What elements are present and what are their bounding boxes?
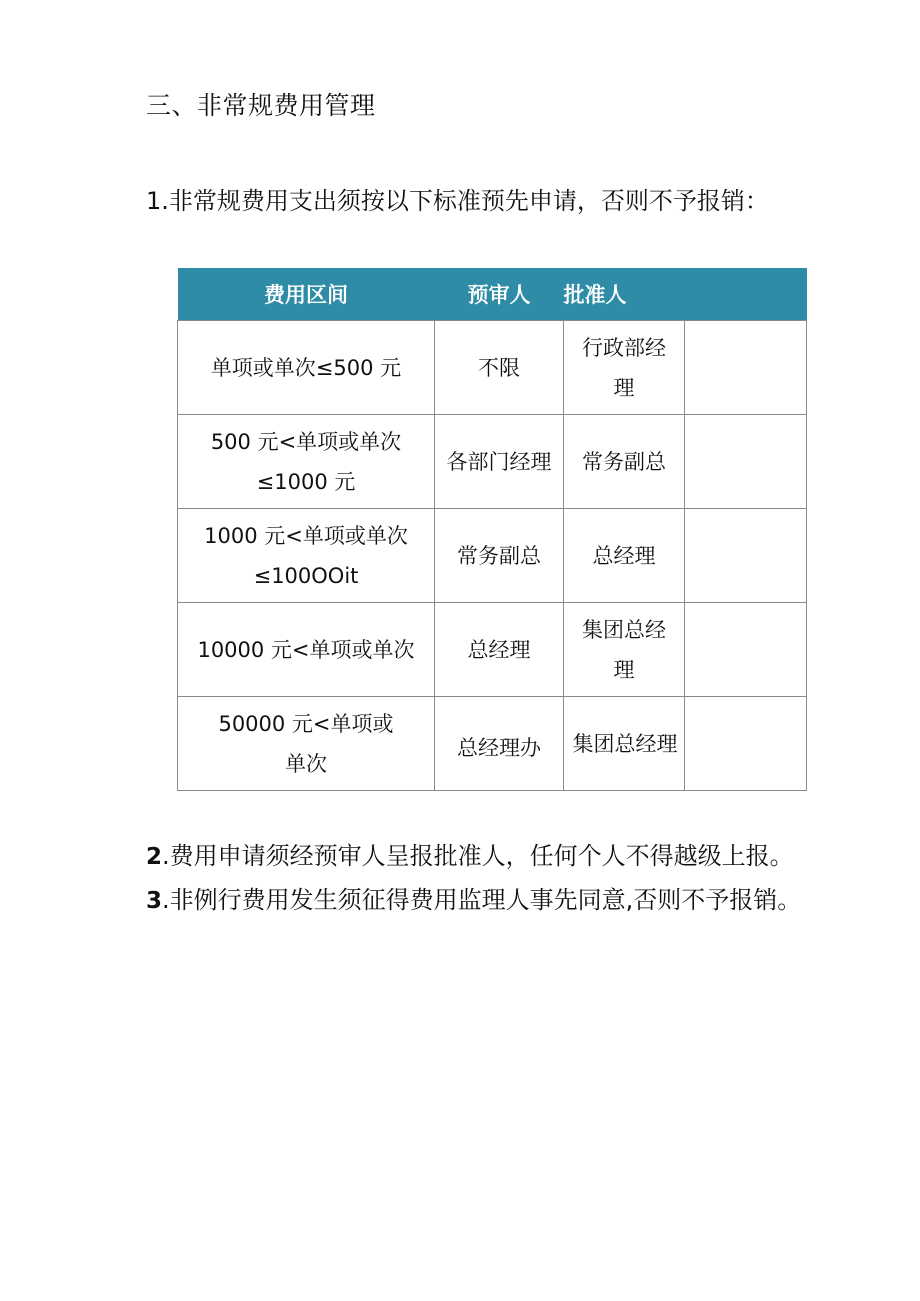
cell-empty [685, 509, 807, 603]
cell-empty [685, 603, 807, 697]
cell-empty [685, 697, 807, 791]
table-row [178, 415, 807, 509]
cell-pre-reviewer: 不限 [435, 321, 564, 415]
expense-approval-table [177, 268, 807, 791]
cell-approver: 集团总经理 [564, 697, 685, 791]
cell-pre-reviewer: 常务副总 [435, 509, 564, 603]
cell-pre-reviewer: 总经理 [435, 603, 564, 697]
paragraph-2-number: 2 [146, 844, 163, 870]
table-row [178, 697, 807, 791]
table-row [178, 321, 807, 415]
paragraph-3-text: .非例行费用发生须征得费用监理人事先同意,否则不予报销。 [162, 886, 802, 914]
cell-range: 50000 元<单项或单次 [178, 697, 435, 791]
header-expense-range: 费用区间 [178, 268, 435, 321]
table-row [178, 509, 807, 603]
cell-empty [685, 321, 807, 415]
table-header-row [178, 268, 807, 321]
paragraph-1: 1.非常规费用支出须按以下标准预先申请，否则不予报销： [146, 187, 769, 215]
paragraph-2 [146, 838, 794, 875]
header-pre-reviewer: 预审人 [435, 268, 564, 321]
cell-pre-reviewer: 各部门经理 [435, 415, 564, 509]
table-row [178, 603, 807, 697]
cell-approver: 集团总经理 [564, 603, 685, 697]
paragraph-2-text: .费用申请须经预审人呈报批准人，任何个人不得越级上报。 [162, 842, 794, 870]
cell-empty [685, 415, 807, 509]
section-title: 三、非常规费用管理 [146, 91, 376, 120]
paragraph-3 [146, 882, 801, 919]
cell-range: 10000 元<单项或单次 [178, 603, 435, 697]
cell-approver: 总经理 [564, 509, 685, 603]
cell-pre-reviewer: 总经理办 [435, 697, 564, 791]
cell-approver: 行政部经理 [564, 321, 685, 415]
cell-approver: 常务副总 [564, 415, 685, 509]
cell-range: 1000 元<单项或单次≤100OOit [178, 509, 435, 603]
cell-range: 单项或单次≤500 元 [178, 321, 435, 415]
header-empty [685, 268, 807, 321]
cell-range: 500 元<单项或单次≤1000 元 [178, 415, 435, 509]
header-approver: 批准人 [564, 268, 685, 321]
paragraph-3-number: 3 [146, 888, 163, 914]
